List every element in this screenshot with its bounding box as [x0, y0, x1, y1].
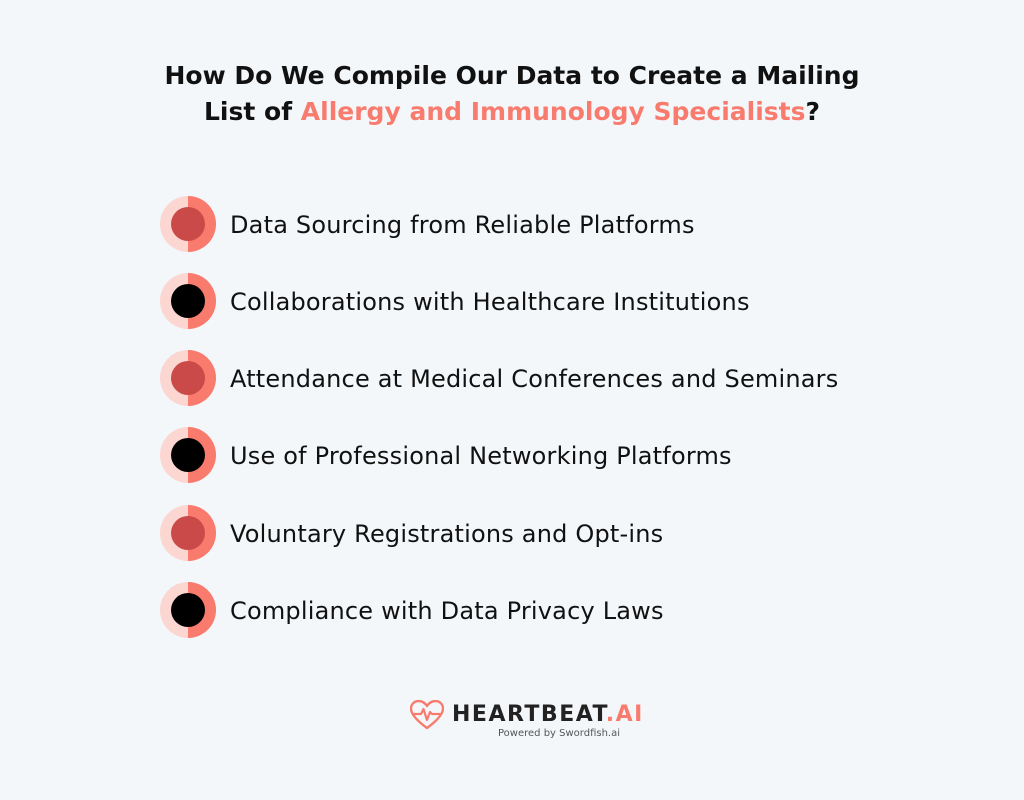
list-item-label: Attendance at Medical Conferences and Seminars	[230, 365, 839, 393]
bullet-red-icon	[160, 350, 216, 406]
list-item-label: Compliance with Data Privacy Laws	[230, 597, 664, 625]
powered-by-text: Powered by Swordfish.ai	[498, 728, 620, 739]
bullet-red-icon	[160, 505, 216, 561]
brand-suffix: .AI	[605, 702, 644, 727]
list-item-label: Voluntary Registrations and Opt-ins	[230, 520, 664, 548]
title-line-1: How Do We Compile Our Data to Create a Mailing	[164, 61, 860, 90]
page-title	[0, 58, 1024, 130]
heart-pulse-icon	[410, 700, 444, 730]
title-line-2-suffix: ?	[805, 97, 821, 126]
bullet-black-icon	[160, 273, 216, 329]
brand-main: HEARTBEAT	[452, 702, 606, 727]
brand-name	[452, 702, 644, 727]
title-line-2-prefix: List of	[203, 97, 301, 126]
list-item-label: Collaborations with Healthcare Institutions	[230, 288, 750, 316]
list-item-label: Use of Professional Networking Platforms	[230, 442, 732, 470]
list-item	[160, 273, 960, 329]
bullet-black-icon	[160, 582, 216, 638]
bullet-red-icon	[160, 196, 216, 252]
list-item	[160, 196, 960, 252]
list-item	[160, 427, 960, 483]
bullet-black-icon	[160, 427, 216, 483]
list-item	[160, 582, 960, 638]
title-highlight: Allergy and Immunology Specialists	[300, 97, 806, 126]
list-item-label: Data Sourcing from Reliable Platforms	[230, 211, 695, 239]
footer-logo	[410, 700, 644, 744]
list-item	[160, 350, 960, 406]
list-item	[160, 505, 960, 561]
